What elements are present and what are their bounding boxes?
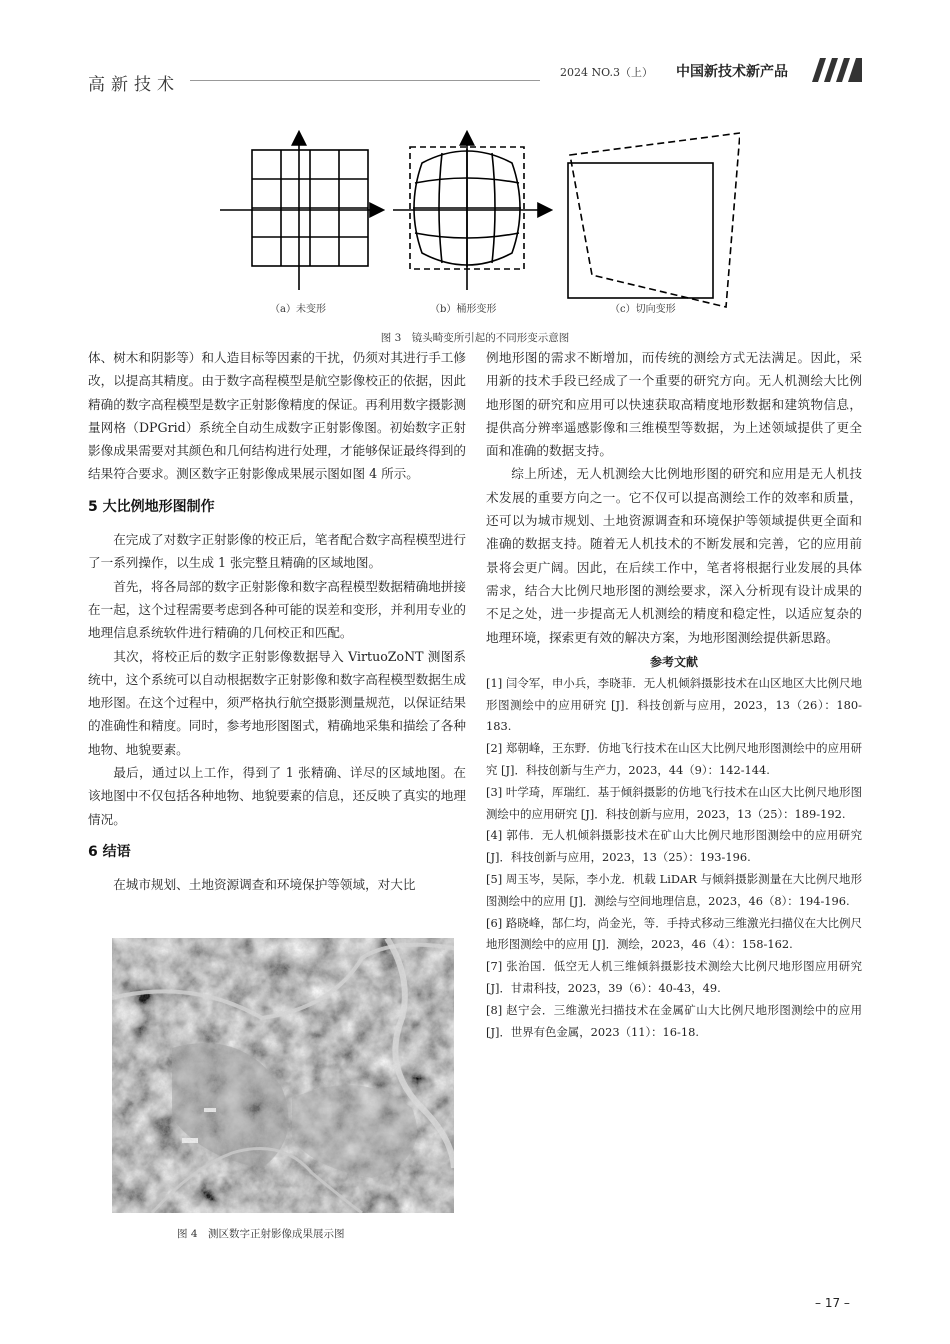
reference-item: [7] 张治国．低空无人机三维倾斜摄影技术测绘大比例尺地形图应用研究 [J]．甘肃科技，2023，39（6）：40-43，49.	[486, 959, 862, 996]
reference-item: [2] 郑朝峰，王东野．仿地飞行技术在山区大比例尺地形图测绘中的应用研究 [J]．科技创新与生产力，2023，44（9）：142-144.	[486, 741, 862, 778]
figure4-orthophoto	[112, 938, 454, 1213]
barrel-distortion-grid	[393, 133, 550, 290]
page-number: – 17 –	[815, 1296, 850, 1310]
figure3-lens-distortion-diagram	[210, 125, 740, 320]
reference-item: [3] 叶学琦，厍瑞红．基于倾斜摄影的仿地飞行技术在山区大比例尺地形图测绘中的应用研究 [J]．科技创新与应用，2023，13（25）：189-192.	[486, 784, 862, 821]
paragraph: 在完成了对数字正射影像的校正后，笔者配合数字高程模型进行了一系列操作，以生成 1 张完整且精确的区域地图。	[88, 532, 466, 571]
reference-item: [6] 路晓峰，郜仁均，尚金光，等．手持式移动三维激光扫描仪在大比例尺地形图测绘中的应用 [J]．测绘，2023，46（4）：158-162.	[486, 915, 862, 952]
paragraph: 例地形图的需求不断增加，而传统的测绘方式无法满足。因此，采用新的技术手段已经成了一个重要的研究方向。无人机测绘大比例地形图的研究和应用可以快速获取高精度地形数据和建筑物信息，提供高分辨率遥感影像和三维模型等数据，为上述领域提供了更全面和准确的数据支持。	[486, 350, 862, 459]
undistorted-grid	[220, 133, 382, 290]
journal-title: 中国新技术新产品	[676, 64, 788, 80]
section-heading-5: 5 大比例地形图制作	[88, 498, 215, 515]
section-heading-6: 6 结语	[88, 843, 131, 860]
right-column	[486, 346, 862, 1043]
reference-item: [4] 郭伟．无人机倾斜摄影技术在矿山大比例尺地形图测绘中的应用研究 [J]．科技创新与应用，2023，13（25）：193-196.	[486, 828, 862, 865]
header-rule	[190, 80, 540, 81]
reference-item: [8] 赵宁会．三维激光扫描技术在金属矿山大比例尺地形图测绘中的应用 [J]．世界有色金属，2023（11）：16-18.	[486, 1002, 862, 1039]
journal-stripes-logo	[812, 58, 862, 82]
left-column	[88, 346, 466, 897]
paragraph: 综上所述，无人机测绘大比例地形图的研究和应用是无人机技术发展的重要方向之一。它不仅可以提高测绘工作的效率和质量，还可以为城市规划、土地资源调查和环境保护等领域提供更全面和准确的数据支持。随着无人机技术的不断发展和完善，它的应用前景将会更广阔。因此，在后续工作中，笔者将根据行业发展的具体需求，结合大比例尺地形图的测绘要求，深入分析现有设计成果的不足之处，进一步提高无人机测绘的精度和稳定性，以适应复杂的地理环境，探索更有效的解决方案，为地形图测绘提供新思路。	[486, 466, 862, 645]
figure3-sub-b: （b）桶形变形	[430, 304, 497, 315]
reference-item: [1] 闫令军，申小兵，李晓菲．无人机倾斜摄影技术在山区地区大比例尺地形图测绘中的应用研究 [J]．科技创新与应用，2023，13（26）：180-183.	[486, 675, 862, 734]
figure3-caption: 图 3 镜头畸变所引起的不同形变示意图	[380, 332, 570, 344]
paragraph: 首先，将各局部的数字正射影像和数字高程模型数据精确地拼接在一起，这个过程需要考虑到各种可能的误差和变形，并利用专业的地理信息系统软件进行精确的几何校正和匹配。	[88, 578, 466, 641]
figure3-sub-a: （a）未变形	[270, 304, 326, 315]
paragraph: 体、树木和阴影等）和人造目标等因素的干扰，仍须对其进行手工修改，以提高其精度。由于数字高程模型是航空影像校正的依据，因此精确的数字高程模型是数字正射影像精度的保证。再利用数字摄影测量网格（DPGrid）系统全自动生成数字正射影像图。初始数字正射影像成果需要对其颜色和几何结构进行处理，才能够保证最终得到的结果符合要求。测区数字正射影像成果展示图如图 4 所示。	[88, 350, 466, 482]
paragraph: 在城市规划、土地资源调查和环境保护等领域，对大比	[113, 877, 416, 893]
paragraph: 其次，将校正后的数字正射影像数据导入 VirtuoZoNT 测图系统中，这个系统可以自动根据数字正射影像和数字高程模型数据生成地形图。在这个过程中，须严格执行航空摄影测量规范，以保证结果的准确性和精度。同时，参考地形图图式，精确地采集和描绘了各种地物、地貌要素。	[88, 648, 466, 757]
tangential-distortion-square	[568, 133, 740, 307]
reference-item: [5] 周玉岑，吴际，李小龙．机载 LiDAR 与倾斜摄影测量在大比例尺地形图测绘中的应用 [J]．测绘与空间地理信息，2023，46（8）：194-196.	[486, 872, 862, 908]
paragraph: 最后，通过以上工作，得到了 1 张精确、详尽的区域地图。在该地图中不仅包括各种地物、地貌要素的信息，还反映了真实的地理情况。	[88, 765, 466, 827]
issue-label: 2024 NO.3（上）	[560, 66, 653, 79]
references-title: 参考文献	[649, 654, 698, 669]
orthophoto-image	[112, 938, 454, 1213]
figure3-sub-c: （c）切向变形	[610, 304, 676, 315]
section-label: 高新技术	[88, 75, 180, 95]
figure4-caption: 图 4 测区数字正射影像成果展示图	[177, 1228, 345, 1240]
